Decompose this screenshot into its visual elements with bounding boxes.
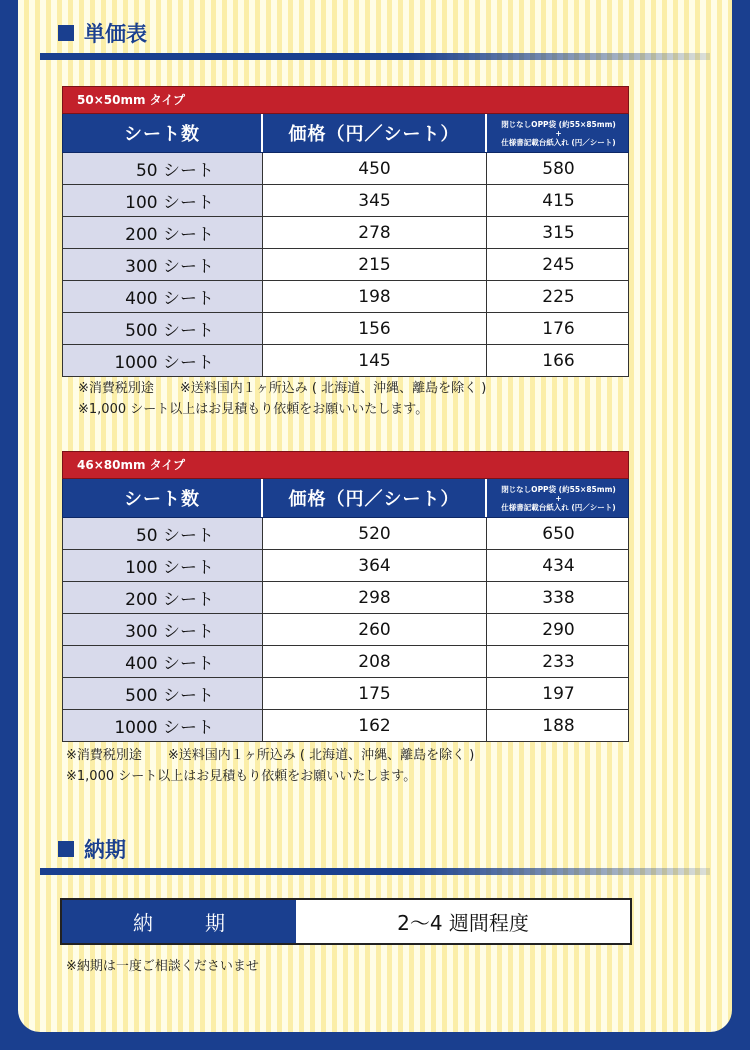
header-opp <box>487 114 630 152</box>
table1-note2: ※1,000 シート以上はお見積もり依頼をお願いいたします。 <box>78 402 429 417</box>
lead-time-table <box>60 898 632 945</box>
header-opp-line1: 閉じなしOPP袋 (約55×85mm) <box>501 484 616 494</box>
table-row <box>62 153 629 185</box>
page-background <box>18 0 732 1032</box>
type-label: 46×80mm タイプ <box>62 451 629 479</box>
cell-opp: 415 <box>542 190 575 211</box>
section-square-icon <box>58 25 74 41</box>
cell-price: 208 <box>263 646 487 677</box>
cell-opp: 176 <box>542 318 575 339</box>
cell-opp: 434 <box>542 555 575 576</box>
table-row <box>62 281 629 313</box>
cell-price: 156 <box>263 313 487 344</box>
cell-price: 520 <box>263 518 487 549</box>
cell-opp: 225 <box>542 286 575 307</box>
cell-price: 450 <box>263 153 487 184</box>
cell-price: 278 <box>263 217 487 248</box>
cell-sheets: 1000 シート <box>63 345 263 376</box>
cell-sheets: 50 シート <box>63 518 263 549</box>
table-header <box>62 114 629 153</box>
cell-sheets: 100 シート <box>63 550 263 581</box>
cell-sheets: 300 シート <box>63 249 263 280</box>
header-opp-line2: + <box>555 128 562 138</box>
cell-opp: 233 <box>542 651 575 672</box>
cell-opp: 166 <box>542 350 575 371</box>
lead-time-note: ※納期は一度ご相談くださいませ <box>66 959 259 974</box>
cell-opp: 580 <box>542 158 575 179</box>
cell-price: 298 <box>263 582 487 613</box>
header-price: 価格（円／シート） <box>263 114 487 152</box>
table1-note1: ※消費税別途 ※送料国内１ヶ所込み ( 北海道、沖縄、離島を除く ) <box>78 381 487 396</box>
cell-sheets: 300 シート <box>63 614 263 645</box>
section-title-lead-time <box>58 832 126 866</box>
table2-note2: ※1,000 シート以上はお見積もり依頼をお願いいたします。 <box>66 769 417 784</box>
price-table-50x50 <box>62 86 629 377</box>
cell-sheets: 500 シート <box>63 313 263 344</box>
header-opp-line1: 閉じなしOPP袋 (約55×85mm) <box>501 119 616 129</box>
price-table-46x80 <box>62 451 629 742</box>
cell-sheets: 400 シート <box>63 281 263 312</box>
header-opp-line3: 仕様書記載台紙入れ (円／シート) <box>501 502 616 512</box>
header-sheets: シート数 <box>63 114 263 152</box>
table-row <box>62 518 629 550</box>
cell-sheets: 1000 シート <box>63 710 263 741</box>
cell-sheets: 200 シート <box>63 582 263 613</box>
section-title-lead-time-text: 納期 <box>84 838 126 862</box>
table-row <box>62 678 629 710</box>
cell-price: 145 <box>263 345 487 376</box>
cell-opp: 315 <box>542 222 575 243</box>
cell-sheets: 500 シート <box>63 678 263 709</box>
table-row <box>62 185 629 217</box>
cell-opp: 188 <box>542 715 575 736</box>
section-rule <box>40 868 710 875</box>
table-row <box>62 345 629 377</box>
cell-opp: 290 <box>542 619 575 640</box>
header-price: 価格（円／シート） <box>263 479 487 517</box>
cell-opp: 197 <box>542 683 575 704</box>
lead-time-label: 納 期 <box>62 900 296 943</box>
cell-sheets: 100 シート <box>63 185 263 216</box>
cell-sheets: 200 シート <box>63 217 263 248</box>
table-row <box>62 550 629 582</box>
table-header <box>62 479 629 518</box>
cell-price: 175 <box>263 678 487 709</box>
type-label: 50×50mm タイプ <box>62 86 629 114</box>
header-opp <box>487 479 630 517</box>
cell-price: 260 <box>263 614 487 645</box>
cell-opp: 650 <box>542 523 575 544</box>
lead-time-value: 2～4 週間程度 <box>397 911 529 935</box>
cell-price: 215 <box>263 249 487 280</box>
section-square-icon <box>58 841 74 857</box>
cell-opp: 338 <box>542 587 575 608</box>
header-opp-line2: + <box>555 493 562 503</box>
section-rule <box>40 53 710 60</box>
section-title-price-text: 単価表 <box>84 22 147 46</box>
cell-price: 364 <box>263 550 487 581</box>
cell-price: 198 <box>263 281 487 312</box>
cell-price: 345 <box>263 185 487 216</box>
table-row <box>62 710 629 742</box>
header-opp-line3: 仕様書記載台紙入れ (円／シート) <box>501 137 616 147</box>
table-row <box>62 582 629 614</box>
table-row <box>62 217 629 249</box>
cell-opp: 245 <box>542 254 575 275</box>
table-row <box>62 313 629 345</box>
header-sheets: シート数 <box>63 479 263 517</box>
table-row <box>62 646 629 678</box>
section-title-price <box>58 16 147 50</box>
table-row <box>62 614 629 646</box>
table2-note1: ※消費税別途 ※送料国内１ヶ所込み ( 北海道、沖縄、離島を除く ) <box>66 748 475 763</box>
table-row <box>62 249 629 281</box>
cell-sheets: 400 シート <box>63 646 263 677</box>
cell-price: 162 <box>263 710 487 741</box>
cell-sheets: 50 シート <box>63 153 263 184</box>
